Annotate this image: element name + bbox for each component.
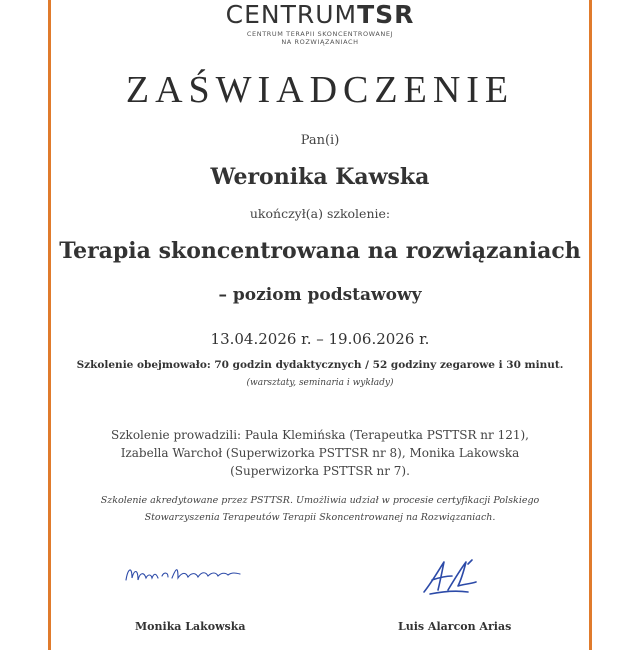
trainers-line: Izabella Warchoł (Superwizorka PSTTSR nr 8), Monika Lakowska	[120, 446, 520, 460]
trainers-line: Szkolenie prowadzili: Paula Klemińska (Terapeutka PSTTSR nr 121),	[111, 428, 529, 442]
logo-wordmark	[0, 2, 640, 28]
signer-right-name: Luis Alarcon Arias	[398, 620, 512, 633]
logo-main-light: CENTRUM	[225, 0, 358, 29]
salutation: Pan(i)	[300, 133, 340, 148]
recipient-name: Weronika Kawska	[210, 164, 430, 190]
logo-subtitle-line2: NA ROZWIĄZANIACH	[281, 38, 359, 46]
course-level: – poziom podstawowy	[218, 285, 422, 305]
course-name: Terapia skoncentrowana na rozwiązaniach	[59, 238, 581, 264]
signature-right-image	[418, 556, 488, 598]
trainers-block	[110, 426, 530, 480]
course-scope: Szkolenie obejmowało: 70 godzin dydaktycznych / 52 godziny zegarowe i 30 minut.	[76, 359, 564, 371]
certificate-title: ZAŚWIADCZENIE	[125, 69, 515, 111]
centrum-tsr-logo	[0, 2, 640, 46]
accreditation-line: Szkolenie akredytowane przez PSTTSR. Umożliwia udział w procesie certyfikacji Polskiego	[100, 495, 540, 506]
signature-left-image	[118, 558, 248, 588]
logo-main-bold: TSR	[357, 0, 415, 29]
signer-left-name: Monika Lakowska	[135, 620, 246, 633]
logo-subtitle-line1: CENTRUM TERAPII SKONCENTROWANEJ	[246, 30, 394, 38]
course-dates: 13.04.2026 r. – 19.06.2026 r.	[210, 330, 430, 348]
completed-text: ukończył(a) szkolenie:	[249, 206, 391, 221]
accreditation-note	[80, 492, 560, 526]
trainers-line: (Superwizorka PSTTSR nr 7).	[230, 464, 410, 478]
accreditation-line: Stowarzyszenia Terapeutów Terapii Skoncentrowanej na Rozwiązaniach.	[144, 512, 496, 523]
course-scope-note: (warsztaty, seminaria i wykłady)	[246, 378, 394, 388]
